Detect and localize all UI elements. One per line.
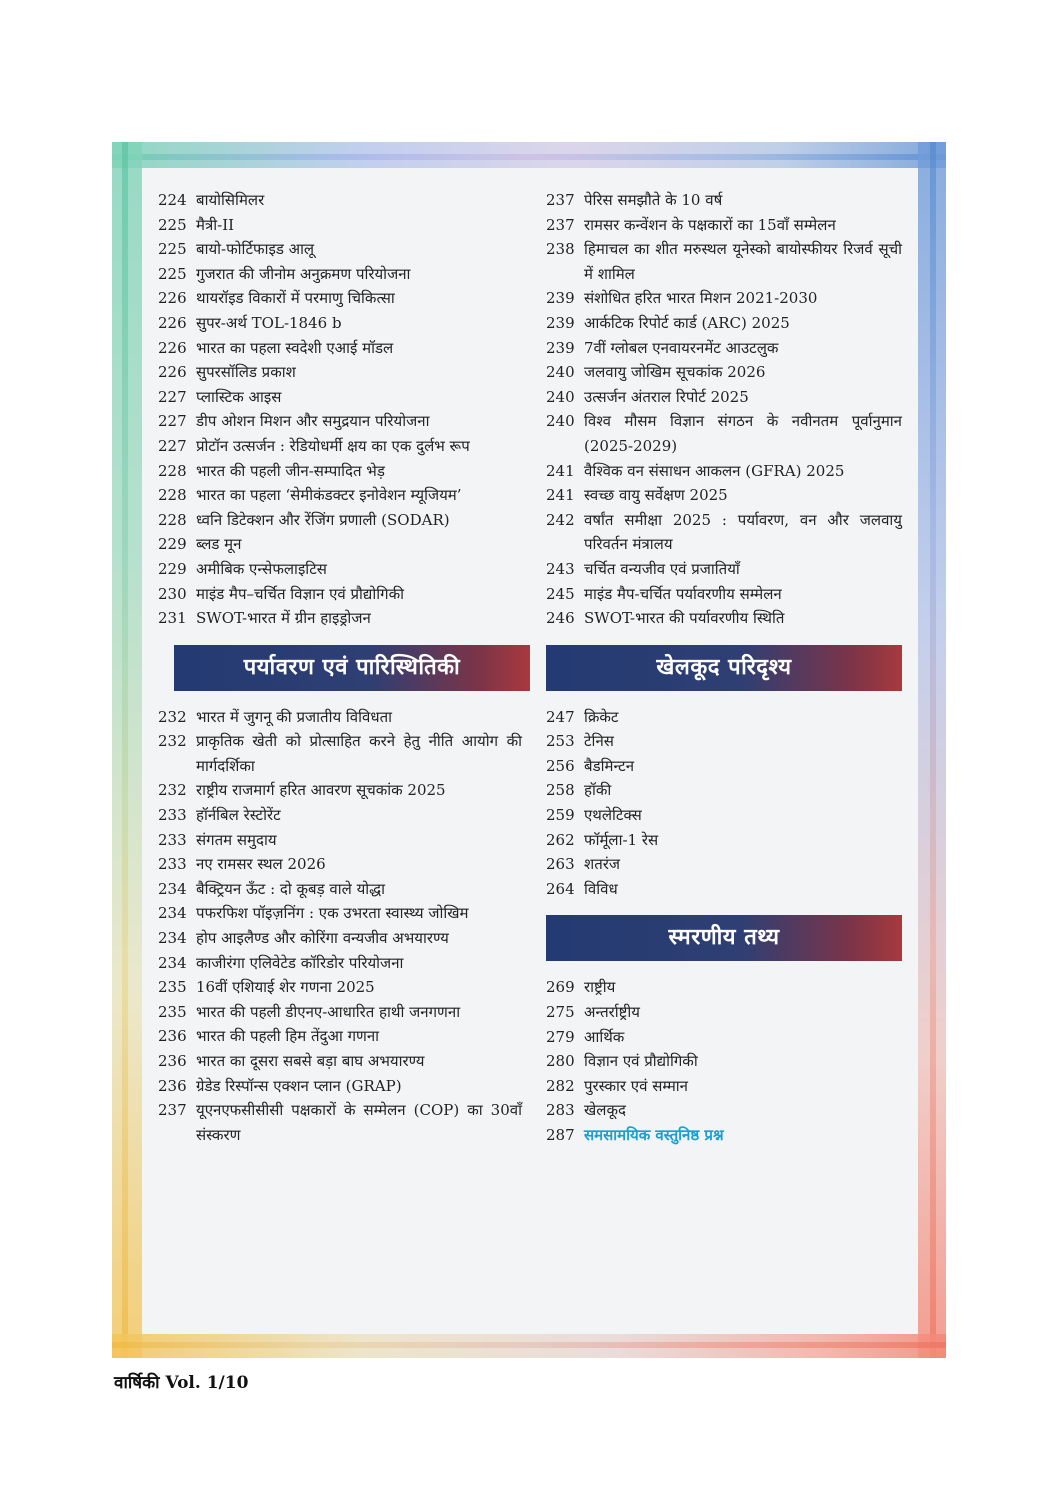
toc-page-number: 259 — [546, 806, 575, 825]
toc-page-number: 247 — [546, 707, 575, 726]
toc-title: नए रामसर स्थल 2026 — [196, 855, 326, 874]
page-footer: वार्षिकी Vol. 1/10 — [114, 1373, 249, 1393]
toc-title: थायरॉइड विकारों में परमाणु चिकित्सा — [196, 289, 395, 308]
toc-page-number: 225 — [158, 240, 187, 259]
toc-title: ग्रेडेड रिस्पॉन्स एक्शन प्लान (GRAP) — [196, 1076, 402, 1095]
toc-page-number: 283 — [546, 1101, 575, 1120]
toc-entry[interactable] — [546, 213, 902, 238]
toc-title: यूएनएफसीसीसी पक्षकारों के सम्मेलन (COP) का 30वाँ संस्करण — [196, 1101, 522, 1144]
toc-entry[interactable] — [158, 262, 522, 287]
toc-title: खेलकूद — [584, 1101, 626, 1120]
toc-page-number: 225 — [158, 264, 187, 283]
toc-page-number: 239 — [546, 313, 575, 332]
toc-title: विज्ञान एवं प्रौद्योगिकी — [584, 1052, 698, 1071]
toc-entry[interactable] — [546, 852, 902, 877]
toc-page-number: 279 — [546, 1027, 575, 1046]
frame-bottom-brush-stroke — [112, 1342, 946, 1348]
toc-entry[interactable] — [158, 1024, 522, 1049]
toc-page-number: 239 — [546, 289, 575, 308]
toc-page-number: 256 — [546, 756, 575, 775]
toc-page-number: 245 — [546, 584, 575, 603]
toc-page-number: 227 — [158, 387, 187, 406]
toc-title: मैत्री-II — [196, 215, 235, 234]
toc-page-number: 228 — [158, 461, 187, 480]
toc-entry[interactable] — [546, 754, 902, 779]
toc-page-number: 224 — [158, 191, 187, 209]
toc-page-number: 262 — [546, 830, 575, 849]
toc-page-number: 240 — [546, 363, 575, 382]
right-entries-a — [546, 188, 902, 631]
toc-title: राष्ट्रीय — [584, 978, 616, 997]
toc-entry[interactable] — [158, 1049, 522, 1074]
toc-entry[interactable] — [546, 1049, 902, 1074]
toc-page-number: 235 — [158, 1002, 187, 1021]
toc-title: गुजरात की जीनोम अनुक्रमण परियोजना — [196, 264, 411, 283]
toc-page-number: 233 — [158, 855, 187, 874]
toc-title: ब्लड मून — [196, 535, 242, 554]
toc-entry[interactable] — [546, 828, 902, 853]
toc-page-number: 241 — [546, 486, 575, 505]
toc-title: डीप ओशन मिशन और समुद्रयान परियोजना — [196, 412, 430, 431]
toc-entry[interactable] — [158, 459, 522, 484]
toc-title: अन्तर्राष्ट्रीय — [584, 1003, 640, 1022]
toc-title: जलवायु जोखिम सूचकांक 2026 — [584, 363, 766, 382]
toc-title: SWOT-भारत की पर्यावरणीय स्थिति — [584, 609, 785, 628]
toc-title: एथलेटिक्स — [584, 806, 642, 825]
toc-entry[interactable] — [158, 483, 522, 508]
left-entries-a — [158, 188, 522, 631]
left-column — [158, 188, 522, 1147]
toc-page-number: 275 — [546, 1003, 575, 1022]
toc-entry[interactable] — [158, 975, 522, 1000]
toc-title: विविध — [584, 879, 618, 898]
toc-entry[interactable] — [546, 877, 902, 902]
toc-title: चर्चित वन्यजीव एवं प्रजातियाँ — [584, 559, 740, 578]
toc-page-number: 234 — [158, 904, 187, 923]
toc-title: आर्थिक — [584, 1027, 625, 1046]
toc-entry[interactable] — [546, 606, 902, 631]
toc-page-number: 240 — [546, 387, 575, 406]
toc-title: भारत में जुगनू की प्रजातीय विविधता — [196, 707, 393, 726]
toc-page-number: 235 — [158, 978, 187, 997]
toc-entry[interactable] — [158, 213, 522, 238]
toc-entry[interactable] — [546, 778, 902, 803]
toc-page-number: 232 — [158, 707, 187, 726]
toc-title: रामसर कन्वेंशन के पक्षकारों का 15वाँ सम्मेलन — [584, 215, 836, 234]
toc-title: सुपरसॉलिड प्रकाश — [196, 363, 296, 382]
toc-title: टेनिस — [584, 732, 614, 751]
toc-entry[interactable] — [546, 1025, 902, 1050]
toc-entry[interactable] — [158, 1074, 522, 1099]
toc-title: होप आइलैण्ड और कोरिंगा वन्यजीव अभयारण्य — [196, 929, 449, 948]
toc-entry[interactable] — [546, 360, 902, 385]
toc-title: स्वच्छ वायु सर्वेक्षण 2025 — [584, 486, 728, 505]
toc-page-number: 282 — [546, 1076, 575, 1095]
toc-page-number: 229 — [158, 559, 187, 578]
toc-title: फॉर्मूला-1 रेस — [584, 830, 659, 849]
toc-page-number: 280 — [546, 1052, 575, 1071]
toc-page-number: 246 — [546, 609, 575, 628]
toc-page-number: 240 — [546, 412, 575, 431]
toc-page-number: 234 — [158, 953, 187, 972]
toc-page-number: 258 — [546, 781, 575, 800]
toc-page-number: 287 — [546, 1126, 575, 1144]
toc-page-number: 229 — [158, 535, 187, 554]
toc-title: पुरस्कार एवं सम्मान — [584, 1076, 689, 1095]
toc-entry[interactable] — [158, 360, 522, 385]
toc-entry[interactable] — [158, 582, 522, 607]
frame-right-brush-stroke — [930, 142, 936, 1358]
toc-page-number: 234 — [158, 929, 187, 948]
toc-page-number: 230 — [158, 584, 187, 603]
toc-entry[interactable] — [546, 409, 902, 458]
toc-page-number: 253 — [546, 732, 575, 751]
toc-page-number: 232 — [158, 732, 187, 751]
toc-entry[interactable] — [546, 705, 902, 730]
toc-entry[interactable] — [158, 557, 522, 582]
toc-title: सुपर-अर्थ TOL-1846 b — [196, 313, 342, 332]
toc-page-number: 226 — [158, 338, 187, 357]
toc-title: आर्कटिक रिपोर्ट कार्ड (ARC) 2025 — [584, 313, 790, 332]
toc-title: शतरंज — [584, 855, 621, 874]
toc-title: वर्षांत समीक्षा 2025 : पर्यावरण, वन और जलवायु परिवर्तन मंत्रालय — [584, 510, 902, 554]
toc-page-number: 226 — [158, 363, 187, 382]
toc-title: हॉर्नबिल रेस्टोरेंट — [196, 806, 281, 825]
toc-entry[interactable] — [158, 877, 522, 902]
toc-page-number: 227 — [158, 436, 187, 455]
toc-page-number: 242 — [546, 510, 575, 529]
toc-page-number: 239 — [546, 338, 575, 357]
toc-title: प्रोटॉन उत्सर्जन : रेडियोधर्मी क्षय का एक दुर्लभ रूप — [196, 436, 470, 455]
toc-title: समसामयिक वस्तुनिष्ठ प्रश्न — [584, 1126, 724, 1144]
toc-page-number: 264 — [546, 879, 575, 898]
toc-entry[interactable] — [158, 803, 522, 828]
right-column — [546, 188, 902, 1148]
toc-title: विश्व मौसम विज्ञान संगठन के नवीनतम पूर्वानुमान (2025-2029) — [584, 412, 902, 455]
toc-entry[interactable] — [158, 188, 522, 213]
toc-page-number: 237 — [546, 215, 575, 234]
toc-entry[interactable] — [158, 778, 522, 803]
section-heading-facts: स्मरणीय तथ्य — [546, 915, 902, 961]
toc-title: राष्ट्रीय राजमार्ग हरित आवरण सूचकांक 2025 — [196, 781, 446, 800]
toc-title: काजीरंगा एलिवेटेड कॉरिडोर परियोजना — [196, 953, 404, 972]
toc-entry[interactable] — [158, 606, 522, 631]
toc-entry[interactable] — [158, 729, 522, 778]
toc-page-number: 241 — [546, 461, 575, 480]
toc-entry[interactable] — [546, 385, 902, 410]
toc-entry[interactable] — [158, 926, 522, 951]
toc-title: वैश्विक वन संसाधन आकलन (GFRA) 2025 — [584, 461, 845, 480]
toc-title: बैडमिन्टन — [584, 756, 635, 775]
toc-title: अमीबिक एन्सेफलाइटिस — [196, 559, 327, 578]
toc-page-number: 233 — [158, 806, 187, 825]
toc-title: भारत की पहली डीएनए-आधारित हाथी जनगणना — [196, 1002, 461, 1021]
toc-entry[interactable] — [158, 286, 522, 311]
toc-entry[interactable] — [546, 1000, 902, 1025]
toc-entry[interactable] — [158, 409, 522, 434]
toc-entry[interactable] — [546, 237, 902, 286]
toc-entry[interactable] — [158, 1000, 522, 1025]
toc-page-number: 232 — [158, 781, 187, 800]
toc-page-number: 237 — [546, 191, 575, 209]
toc-entry[interactable] — [546, 557, 902, 582]
toc-page-number: 225 — [158, 215, 187, 234]
toc-page-number: 237 — [158, 1101, 187, 1120]
toc-entry[interactable] — [158, 508, 522, 533]
toc-title: 16वीं एशियाई शेर गणना 2025 — [196, 978, 375, 997]
toc-page-number: 243 — [546, 559, 575, 578]
toc-title: पफरफिश पॉइज़निंग : एक उभरता स्वास्थ्य जोखिम — [196, 904, 469, 923]
toc-page-number: 228 — [158, 486, 187, 505]
toc-entry[interactable] — [546, 975, 902, 1000]
toc-entry[interactable] — [158, 705, 522, 730]
section-heading-sports: खेलकूद परिदृश्य — [546, 645, 902, 691]
toc-entry[interactable] — [546, 1074, 902, 1099]
toc-entry[interactable] — [158, 951, 522, 976]
toc-page-number: 238 — [546, 240, 575, 259]
toc-entry[interactable] — [158, 532, 522, 557]
right-entries-sports — [546, 705, 902, 902]
toc-title: प्लास्टिक आइस — [196, 387, 282, 406]
toc-title: संगतम समुदाय — [196, 830, 277, 849]
toc-entry[interactable] — [546, 188, 902, 213]
toc-entry[interactable] — [546, 311, 902, 336]
left-entries-b — [158, 705, 522, 1148]
toc-entry-objective-questions[interactable] — [546, 1123, 902, 1148]
toc-title: बैक्ट्रियन ऊँट : दो कूबड़ वाले योद्धा — [196, 879, 386, 898]
right-entries-facts — [546, 975, 902, 1123]
toc-page-number: 269 — [546, 978, 575, 997]
section-heading-environment: पर्यावरण एवं पारिस्थितिकी — [174, 645, 530, 691]
toc-page-number: 227 — [158, 412, 187, 431]
toc-page-number: 226 — [158, 313, 187, 332]
toc-title: भारत का पहला स्वदेशी एआई मॉडल — [196, 338, 394, 357]
toc-entry[interactable] — [546, 729, 902, 754]
toc-entry[interactable] — [546, 1098, 902, 1123]
toc-entry[interactable] — [546, 286, 902, 311]
toc-title: क्रिकेट — [584, 707, 619, 726]
toc-title: माइंड मैप–चर्चित विज्ञान एवं प्रौद्योगिकी — [196, 584, 404, 603]
toc-title: भारत की पहली जीन-सम्पादित भेड़ — [196, 461, 385, 480]
toc-title: हिमाचल का शीत मरुस्थल यूनेस्को बायोस्फीयर रिजर्व सूची में शामिल — [584, 240, 902, 283]
toc-page-number: 233 — [158, 830, 187, 849]
toc-entry[interactable] — [158, 385, 522, 410]
toc-page-number: 234 — [158, 879, 187, 898]
toc-title: हॉकी — [584, 781, 612, 800]
toc-title: भारत का दूसरा सबसे बड़ा बाघ अभयारण्य — [196, 1052, 425, 1070]
frame-left-brush-stroke — [122, 142, 128, 1358]
toc-page-number: 236 — [158, 1027, 187, 1046]
toc-page-number: 236 — [158, 1076, 187, 1095]
toc-page-number: 226 — [158, 289, 187, 308]
frame-top-brush-stroke — [112, 154, 946, 160]
toc-entry[interactable] — [546, 483, 902, 508]
toc-entry[interactable] — [546, 508, 902, 557]
toc-entry[interactable] — [546, 803, 902, 828]
toc-title: भारत की पहली हिम तेंदुआ गणना — [196, 1027, 380, 1046]
toc-entry[interactable] — [158, 901, 522, 926]
toc-title: बायोसिमिलर — [196, 191, 265, 209]
toc-title: SWOT-भारत में ग्रीन हाइड्रोजन — [196, 609, 371, 628]
toc-title: पेरिस समझौते के 10 वर्ष — [584, 191, 723, 209]
toc-entry[interactable] — [158, 852, 522, 877]
toc-entry[interactable] — [546, 336, 902, 361]
toc-entry[interactable] — [158, 311, 522, 336]
toc-entry[interactable] — [158, 1098, 522, 1147]
toc-title: 7वीं ग्लोबल एनवायरनमेंट आउटलुक — [584, 338, 779, 357]
toc-entry[interactable] — [158, 336, 522, 361]
toc-page-number: 236 — [158, 1052, 187, 1070]
toc-page-number: 263 — [546, 855, 575, 874]
toc-page-number: 231 — [158, 609, 187, 628]
toc-title: माइंड मैप-चर्चित पर्यावरणीय सम्मेलन — [584, 584, 782, 603]
toc-title: उत्सर्जन अंतराल रिपोर्ट 2025 — [584, 387, 749, 406]
toc-page-number: 228 — [158, 510, 187, 529]
toc-title: ध्वनि डिटेक्शन और रेंजिंग प्रणाली (SODAR) — [196, 510, 450, 529]
toc-entry[interactable] — [158, 237, 522, 262]
toc-title: प्राकृतिक खेती को प्रोत्साहित करने हेतु नीति आयोग की मार्गदर्शिका — [196, 732, 522, 775]
toc-title: भारत का पहला ‘सेमीकंडक्टर इनोवेशन म्यूजियम’ — [196, 486, 462, 505]
toc-entry[interactable] — [546, 582, 902, 607]
toc-entry[interactable] — [158, 434, 522, 459]
toc-title: बायो-फोर्टिफाइड आलू — [196, 240, 315, 259]
toc-entry[interactable] — [546, 459, 902, 484]
toc-entry[interactable] — [158, 828, 522, 853]
toc-title: संशोधित हरित भारत मिशन 2021-2030 — [584, 289, 818, 308]
